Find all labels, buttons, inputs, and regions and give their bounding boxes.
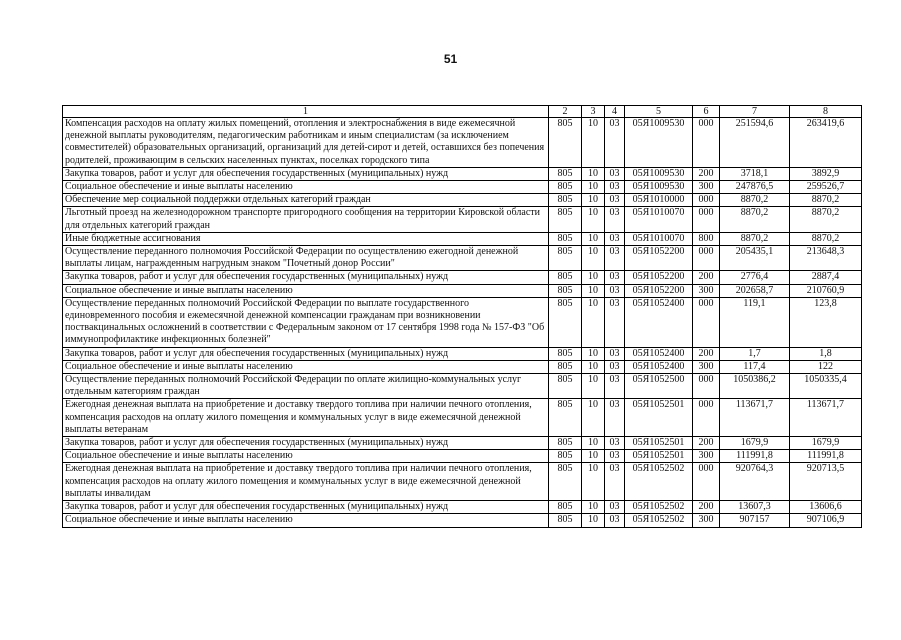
amount-year1-cell: 251594,6: [720, 118, 790, 168]
amount-year2-cell: 210760,9: [790, 284, 862, 297]
expense-type-cell: 300: [693, 514, 720, 527]
target-article-cell: 05Я1010070: [625, 232, 693, 245]
table-row: [63, 399, 862, 437]
subsection-cell: 03: [605, 284, 625, 297]
amount-year1-cell: 8870,2: [720, 232, 790, 245]
expense-type-cell: 000: [693, 207, 720, 232]
section-cell: 10: [582, 450, 605, 463]
table-row: [63, 374, 862, 399]
amount-year2-cell: 122: [790, 360, 862, 373]
subsection-cell: 03: [605, 514, 625, 527]
amount-year2-cell: 1679,9: [790, 437, 862, 450]
section-cell: 10: [582, 360, 605, 373]
subsection-cell: 03: [605, 232, 625, 245]
amount-year1-cell: 111991,8: [720, 450, 790, 463]
table-row: [63, 514, 862, 527]
col-header: 5: [625, 106, 693, 118]
subsection-cell: 03: [605, 118, 625, 168]
expense-type-cell: 200: [693, 437, 720, 450]
target-article-cell: 05Я1052200: [625, 271, 693, 284]
row-name-cell: Закупка товаров, работ и услуг для обеспечения государственных (муниципальных) нужд: [63, 501, 549, 514]
expense-type-cell: 200: [693, 347, 720, 360]
subsection-cell: 03: [605, 246, 625, 271]
row-name-cell: Социальное обеспечение и иные выплаты населению: [63, 450, 549, 463]
table-row: [63, 297, 862, 347]
page-number: 51: [443, 52, 458, 66]
amount-year2-cell: 1,8: [790, 347, 862, 360]
amount-year2-cell: 3892,9: [790, 167, 862, 180]
admin-code-cell: 805: [549, 207, 582, 232]
col-header: 8: [790, 106, 862, 118]
section-cell: 10: [582, 118, 605, 168]
amount-year1-cell: 2776,4: [720, 271, 790, 284]
admin-code-cell: 805: [549, 232, 582, 245]
expense-type-cell: 000: [693, 463, 720, 501]
row-name-cell: Осуществление переданного полномочия Российской Федерации по осуществлению ежегодной денежной выплаты лицам, награжденным нагрудным знаком "Почетный донор России": [63, 246, 549, 271]
section-cell: 10: [582, 437, 605, 450]
table-row: [63, 118, 862, 168]
amount-year1-cell: 920764,3: [720, 463, 790, 501]
row-name-cell: Социальное обеспечение и иные выплаты населению: [63, 284, 549, 297]
section-cell: 10: [582, 181, 605, 194]
target-article-cell: 05Я1009530: [625, 118, 693, 168]
subsection-cell: 03: [605, 181, 625, 194]
table-row: [63, 246, 862, 271]
target-article-cell: 05Я1052501: [625, 450, 693, 463]
admin-code-cell: 805: [549, 284, 582, 297]
row-name-cell: Ежегодная денежная выплата на приобретение и доставку твердого топлива при наличии печного отопления, компенсация расходов на оплату жилого помещения и коммунальных услуг в виде ежемесячной денежной выплаты инвалидам: [63, 463, 549, 501]
target-article-cell: 05Я1052400: [625, 297, 693, 347]
col-header: 4: [605, 106, 625, 118]
expense-type-cell: 800: [693, 232, 720, 245]
admin-code-cell: 805: [549, 374, 582, 399]
target-article-cell: 05Я1010000: [625, 194, 693, 207]
amount-year2-cell: 263419,6: [790, 118, 862, 168]
table-row: [63, 360, 862, 373]
amount-year2-cell: 123,8: [790, 297, 862, 347]
target-article-cell: 05Я1052501: [625, 399, 693, 437]
row-name-cell: Закупка товаров, работ и услуг для обеспечения государственных (муниципальных) нужд: [63, 347, 549, 360]
section-cell: 10: [582, 514, 605, 527]
amount-year1-cell: 907157: [720, 514, 790, 527]
amount-year1-cell: 117,4: [720, 360, 790, 373]
col-header: 3: [582, 106, 605, 118]
target-article-cell: 05Я1009530: [625, 167, 693, 180]
expense-type-cell: 200: [693, 167, 720, 180]
amount-year2-cell: 907106,9: [790, 514, 862, 527]
table-row: [63, 232, 862, 245]
amount-year1-cell: 8870,2: [720, 194, 790, 207]
amount-year1-cell: 202658,7: [720, 284, 790, 297]
admin-code-cell: 805: [549, 181, 582, 194]
amount-year2-cell: 8870,2: [790, 232, 862, 245]
amount-year2-cell: 213648,3: [790, 246, 862, 271]
row-name-cell: Льготный проезд на железнодорожном транспорте пригородного сообщения на территории Кировской области для отдельных категорий граждан: [63, 207, 549, 232]
target-article-cell: 05Я1052502: [625, 501, 693, 514]
admin-code-cell: 805: [549, 450, 582, 463]
row-name-cell: Ежегодная денежная выплата на приобретение и доставку твердого топлива при наличии печного отопления, компенсация расходов на оплату жилого помещения и коммунальных услуг в виде ежемесячной денежной выплаты ветеранам: [63, 399, 549, 437]
row-name-cell: Обеспечение мер социальной поддержки отдельных категорий граждан: [63, 194, 549, 207]
table-row: [63, 181, 862, 194]
subsection-cell: 03: [605, 207, 625, 232]
row-name-cell: Социальное обеспечение и иные выплаты населению: [63, 360, 549, 373]
section-cell: 10: [582, 463, 605, 501]
section-cell: 10: [582, 246, 605, 271]
expense-type-cell: 300: [693, 284, 720, 297]
target-article-cell: 05Я1010070: [625, 207, 693, 232]
table-row: [63, 271, 862, 284]
table-row: [63, 437, 862, 450]
section-cell: 10: [582, 207, 605, 232]
expense-type-cell: 000: [693, 297, 720, 347]
section-cell: 10: [582, 271, 605, 284]
amount-year2-cell: 920713,5: [790, 463, 862, 501]
col-header: 2: [549, 106, 582, 118]
subsection-cell: 03: [605, 399, 625, 437]
subsection-cell: 03: [605, 450, 625, 463]
row-name-cell: Осуществление переданных полномочий Российской Федерации по оплате жилищно-коммунальных услуг отдельным категориям граждан: [63, 374, 549, 399]
amount-year1-cell: 247876,5: [720, 181, 790, 194]
table-row: [63, 207, 862, 232]
budget-table: [62, 105, 862, 528]
table-row: [63, 284, 862, 297]
expense-type-cell: 000: [693, 118, 720, 168]
expense-type-cell: 200: [693, 501, 720, 514]
amount-year1-cell: 1,7: [720, 347, 790, 360]
subsection-cell: 03: [605, 463, 625, 501]
header-row: [63, 106, 862, 118]
admin-code-cell: 805: [549, 360, 582, 373]
target-article-cell: 05Я1052502: [625, 463, 693, 501]
section-cell: 10: [582, 194, 605, 207]
admin-code-cell: 805: [549, 167, 582, 180]
admin-code-cell: 805: [549, 514, 582, 527]
table-row: [63, 501, 862, 514]
amount-year1-cell: 205435,1: [720, 246, 790, 271]
expense-type-cell: 300: [693, 450, 720, 463]
expense-type-cell: 000: [693, 399, 720, 437]
col-header: 7: [720, 106, 790, 118]
row-name-cell: Социальное обеспечение и иные выплаты населению: [63, 181, 549, 194]
expense-type-cell: 300: [693, 360, 720, 373]
admin-code-cell: 805: [549, 271, 582, 284]
col-header: 1: [63, 106, 549, 118]
admin-code-cell: 805: [549, 347, 582, 360]
amount-year2-cell: 259526,7: [790, 181, 862, 194]
subsection-cell: 03: [605, 374, 625, 399]
subsection-cell: 03: [605, 501, 625, 514]
expense-type-cell: 000: [693, 374, 720, 399]
row-name-cell: Закупка товаров, работ и услуг для обеспечения государственных (муниципальных) нужд: [63, 167, 549, 180]
amount-year1-cell: 13607,3: [720, 501, 790, 514]
section-cell: 10: [582, 167, 605, 180]
target-article-cell: 05Я1052500: [625, 374, 693, 399]
admin-code-cell: 805: [549, 297, 582, 347]
target-article-cell: 05Я1052400: [625, 347, 693, 360]
admin-code-cell: 805: [549, 246, 582, 271]
expense-type-cell: 200: [693, 271, 720, 284]
section-cell: 10: [582, 232, 605, 245]
subsection-cell: 03: [605, 360, 625, 373]
expense-type-cell: 000: [693, 246, 720, 271]
admin-code-cell: 805: [549, 463, 582, 501]
admin-code-cell: 805: [549, 194, 582, 207]
col-header: 6: [693, 106, 720, 118]
section-cell: 10: [582, 347, 605, 360]
subsection-cell: 03: [605, 167, 625, 180]
amount-year2-cell: 13606,6: [790, 501, 862, 514]
admin-code-cell: 805: [549, 437, 582, 450]
expense-type-cell: 000: [693, 194, 720, 207]
admin-code-cell: 805: [549, 399, 582, 437]
expense-type-cell: 300: [693, 181, 720, 194]
subsection-cell: 03: [605, 437, 625, 450]
row-name-cell: Компенсация расходов на оплату жилых помещений, отопления и электроснабжения в виде ежемесячной денежной выплаты руководителям, педагогическим работникам и иным специалистам (за исключением совместителей) образовательных организаций, организаций для детей-сирот и детей, оставшихся без попечения родителей, проживающим в сельских населенных пунктах, поселках городского типа: [63, 118, 549, 168]
admin-code-cell: 805: [549, 501, 582, 514]
target-article-cell: 05Я1009530: [625, 181, 693, 194]
subsection-cell: 03: [605, 271, 625, 284]
row-name-cell: Иные бюджетные ассигнования: [63, 232, 549, 245]
amount-year1-cell: 119,1: [720, 297, 790, 347]
amount-year1-cell: 113671,7: [720, 399, 790, 437]
table-row: [63, 167, 862, 180]
section-cell: 10: [582, 284, 605, 297]
admin-code-cell: 805: [549, 118, 582, 168]
table-row: [63, 194, 862, 207]
target-article-cell: 05Я1052502: [625, 514, 693, 527]
table-row: [63, 347, 862, 360]
section-cell: 10: [582, 297, 605, 347]
section-cell: 10: [582, 501, 605, 514]
section-cell: 10: [582, 399, 605, 437]
row-name-cell: Осуществление переданных полномочий Российской Федерации по выплате государственного единовременного пособия и ежемесячной денежной компенсации гражданам при возникновении поствакцинальных осложнений в соответствии с Федеральным законом от 17 сентября 1998 года № 157-ФЗ "Об иммунопрофилактике инфекционных болезней": [63, 297, 549, 347]
amount-year1-cell: 1679,9: [720, 437, 790, 450]
section-cell: 10: [582, 374, 605, 399]
amount-year1-cell: 8870,2: [720, 207, 790, 232]
target-article-cell: 05Я1052200: [625, 284, 693, 297]
subsection-cell: 03: [605, 194, 625, 207]
subsection-cell: 03: [605, 347, 625, 360]
amount-year2-cell: 8870,2: [790, 194, 862, 207]
amount-year2-cell: 2887,4: [790, 271, 862, 284]
row-name-cell: Закупка товаров, работ и услуг для обеспечения государственных (муниципальных) нужд: [63, 437, 549, 450]
amount-year2-cell: 8870,2: [790, 207, 862, 232]
target-article-cell: 05Я1052501: [625, 437, 693, 450]
amount-year2-cell: 111991,8: [790, 450, 862, 463]
amount-year2-cell: 113671,7: [790, 399, 862, 437]
target-article-cell: 05Я1052400: [625, 360, 693, 373]
amount-year2-cell: 1050335,4: [790, 374, 862, 399]
row-name-cell: Социальное обеспечение и иные выплаты населению: [63, 514, 549, 527]
row-name-cell: Закупка товаров, работ и услуг для обеспечения государственных (муниципальных) нужд: [63, 271, 549, 284]
table-row: [63, 450, 862, 463]
amount-year1-cell: 3718,1: [720, 167, 790, 180]
target-article-cell: 05Я1052200: [625, 246, 693, 271]
subsection-cell: 03: [605, 297, 625, 347]
amount-year1-cell: 1050386,2: [720, 374, 790, 399]
table-row: [63, 463, 862, 501]
